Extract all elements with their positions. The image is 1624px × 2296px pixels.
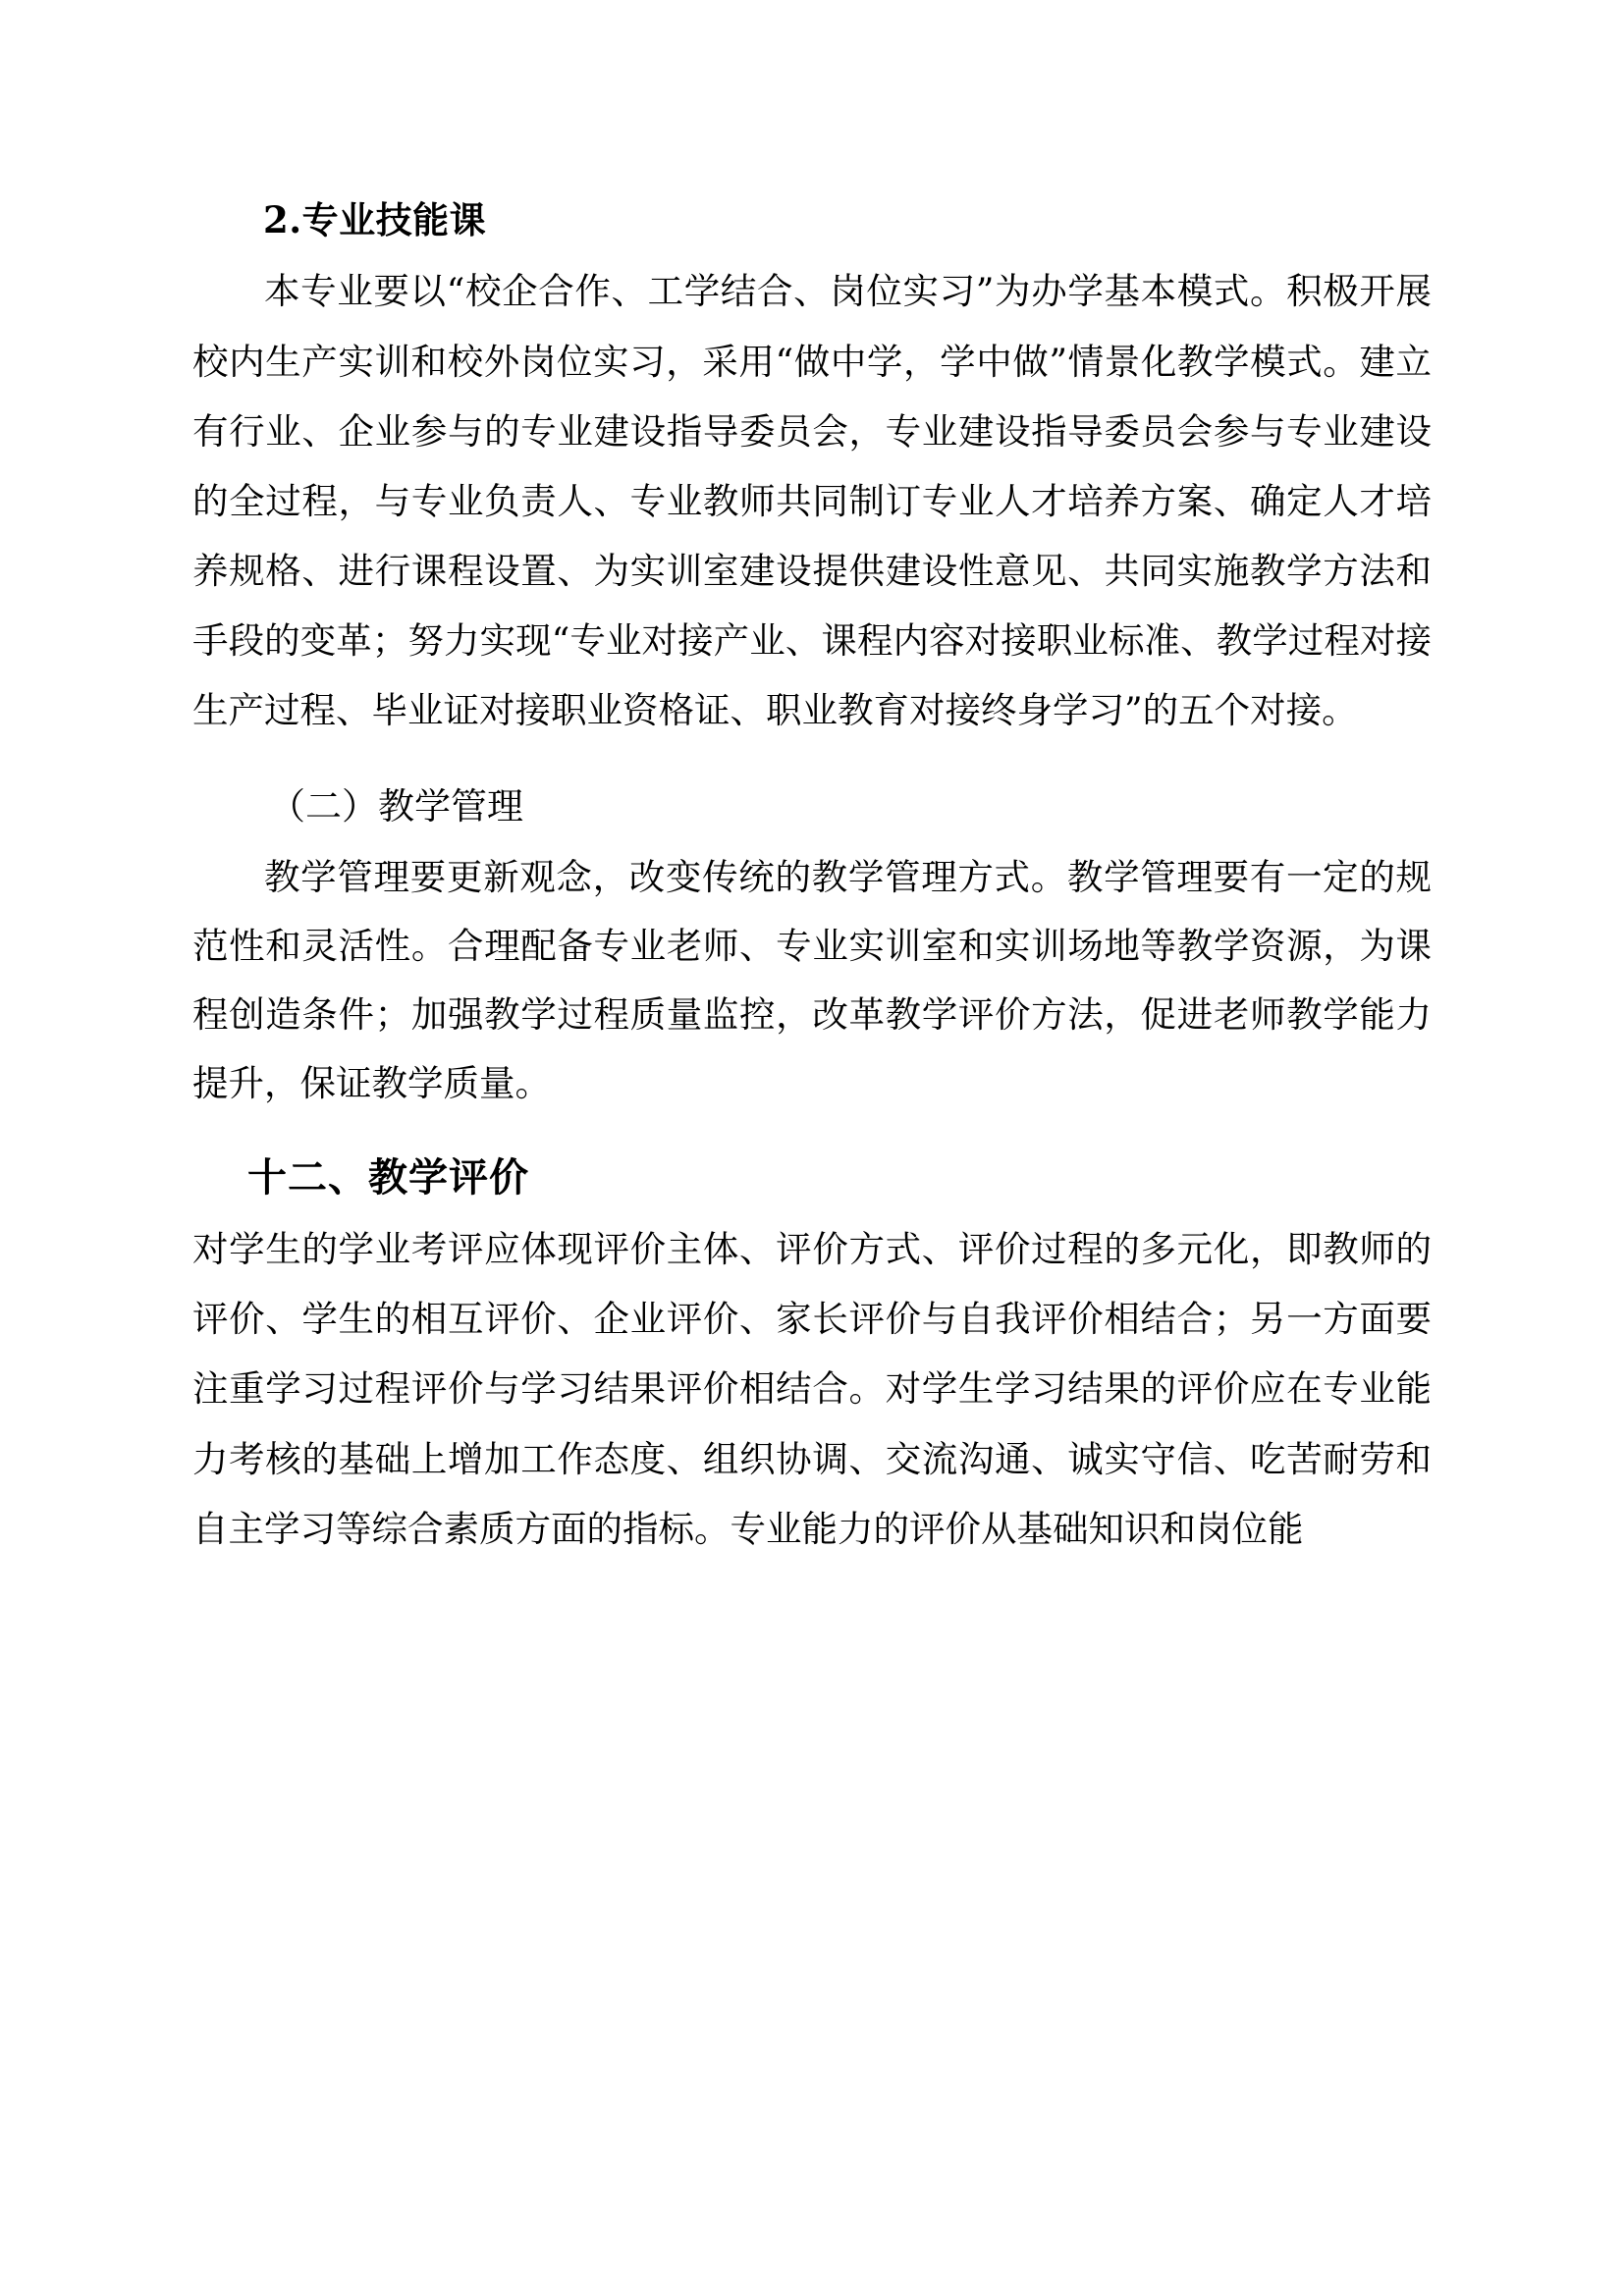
spacer [192,1124,1432,1134]
heading-teaching-management: （二）教学管理 [269,784,523,828]
heading-skill-course: 2.专业技能课 [263,198,487,241]
heading-teaching-evaluation: 十二、教学评价 [247,1154,529,1201]
paragraph-skill-course: 本专业要以“校企合作、工学结合、岗位实习”为办学基本模式。积极开展校内生产实训和校外岗位实习，采用“做中学，学中做”情景化教学模式。建立有行业、企业参与的专业建设指导委员会，专业建设指导委员会参与专业建设的全过程，与专业负责人、专业教师共同制订专业人才培养方案、确定人才培养规格、进行课程设置、为实训室建设提供建设性意见、共同实施教学方法和手段的变革；努力实现“专业对接产业、课程内容对接职业标准、教学过程对接生产过程、毕业证对接职业资格证、职业教育对接终身学习”的五个对接。 [192,270,1432,732]
paragraph-teaching-evaluation: 对学生的学业考评应体现评价主体、评价方式、评价过程的多元化，即教师的评价、学生的相互评价、企业评价、家长评价与自我评价相结合；另一方面要注重学习过程评价与学习结果评价相结合。对学生学习结果的评价应在专业能力考核的基础上增加工作态度、组织协调、交流沟通、诚实守信、吃苦耐劳和自主学习等综合素质方面的指标。专业能力的评价从基础知识和岗位能 [192,1228,1432,1550]
document-body [192,192,1432,1564]
spacer [192,752,1432,762]
paragraph-teaching-management: 教学管理要更新观念，改变传统的教学管理方式。教学管理要有一定的规范性和灵活性。合理配备专业老师、专业实训室和实训场地等教学资源，为课程创造条件；加强教学过程质量监控，改革教学评价方法，促进老师教学能力提升，保证教学质量。 [192,855,1432,1104]
